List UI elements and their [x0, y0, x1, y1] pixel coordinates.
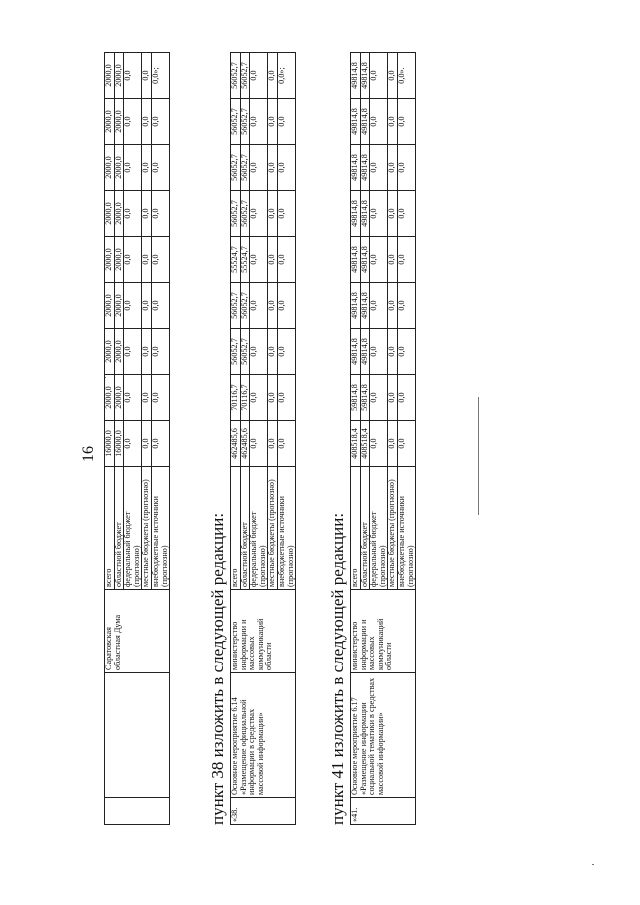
amount-cell: 0,0 — [124, 237, 142, 283]
amount-cell: 0,0 — [398, 283, 416, 329]
budget-table-point-41 — [350, 52, 416, 825]
amount-cell: 0,0 — [370, 191, 388, 237]
amount-cell: 56052,7 — [240, 283, 250, 329]
amount-cell: 0,0 — [268, 145, 278, 191]
amount-cell: 16000,0 — [114, 421, 124, 467]
amount-cell: 49814,8 — [351, 99, 361, 145]
amount-cell: 0,0 — [142, 191, 152, 237]
amount-cell: 0,0 — [388, 283, 398, 329]
table-row — [351, 53, 361, 825]
amount-cell: 49814,8 — [360, 99, 370, 145]
item-number-cell — [105, 798, 170, 825]
amount-cell: 0,0 — [370, 329, 388, 375]
amount-cell: 49814,8 — [360, 329, 370, 375]
funding-source-cell: всего — [105, 467, 115, 590]
amount-cell: 0,0 — [124, 375, 142, 421]
amount-cell: 56052,7 — [231, 191, 241, 237]
amount-cell: 49814,8 — [360, 53, 370, 99]
amount-cell: 0,0 — [250, 53, 268, 99]
funding-source-cell: местные бюджеты (прогнозно) — [268, 467, 278, 590]
funding-source-cell: внебюджетные источники (прогнозно) — [152, 467, 170, 590]
amount-cell: 2000,0 — [105, 329, 115, 375]
amount-cell: 462485,6 — [231, 421, 241, 467]
amount-cell: 0,0 — [278, 237, 296, 283]
amount-cell: 0,0 — [124, 145, 142, 191]
funding-source-cell: местные бюджеты (прогнозно) — [388, 467, 398, 590]
amount-cell: 0,0»; — [278, 53, 296, 99]
amount-cell: 56052,7 — [231, 145, 241, 191]
amount-cell: 0,0 — [142, 375, 152, 421]
amount-cell: 2000,0 — [105, 237, 115, 283]
event-name-cell: Основное мероприятие 6.14 «Размещение официальной информации в средствах массовой информации» — [231, 673, 296, 798]
budget-table-point-38 — [230, 52, 296, 825]
underline-mark — [478, 397, 479, 515]
amount-cell: 56052,7 — [240, 191, 250, 237]
amount-cell: 0,0 — [124, 53, 142, 99]
amount-cell: 0,0 — [388, 237, 398, 283]
amount-cell: 0,0 — [142, 329, 152, 375]
amount-cell: 0,0 — [142, 145, 152, 191]
amount-cell: 70116,7 — [240, 375, 250, 421]
funding-source-cell: внебюджетные источники (прогнозно) — [278, 467, 296, 590]
amount-cell: 2000,0 — [105, 191, 115, 237]
funding-source-cell: всего — [351, 467, 361, 590]
amount-cell: 49814,8 — [351, 283, 361, 329]
amount-cell: 49814,8 — [351, 145, 361, 191]
amount-cell: 0,0 — [398, 421, 416, 467]
amount-cell: 0,0 — [370, 99, 388, 145]
amount-cell: 0,0 — [124, 191, 142, 237]
amount-cell: 0,0 — [278, 283, 296, 329]
amount-cell: 0,0 — [370, 421, 388, 467]
amount-cell: 0,0 — [398, 191, 416, 237]
amount-cell: 0,0 — [142, 53, 152, 99]
amount-cell: 2000,0 — [105, 53, 115, 99]
amount-cell: 0,0 — [278, 145, 296, 191]
amount-cell: 0,0 — [370, 283, 388, 329]
amount-cell: 0,0 — [250, 421, 268, 467]
funding-source-cell: областной бюджет — [240, 467, 250, 590]
amount-cell: 0,0 — [152, 375, 170, 421]
amount-cell: 56052,7 — [240, 53, 250, 99]
amount-cell: 0,0 — [388, 375, 398, 421]
amount-cell: 0,0 — [370, 53, 388, 99]
amount-cell: 0,0 — [268, 375, 278, 421]
executor-cell: министерство информации и массовых коммуникаций области — [351, 590, 416, 673]
funding-source-cell: федеральный бюджет (прогнозно) — [370, 467, 388, 590]
amount-cell: 0,0 — [152, 145, 170, 191]
amount-cell: 0,0 — [388, 53, 398, 99]
amount-cell: 2000,0 — [105, 99, 115, 145]
amount-cell: 2000,0 — [105, 145, 115, 191]
amount-cell: 2000,0 — [114, 237, 124, 283]
table-row — [231, 53, 241, 825]
amount-cell: 2000,0 — [114, 375, 124, 421]
funding-source-cell: местные бюджеты (прогнозно) — [142, 467, 152, 590]
event-name-cell: Основное мероприятие 6.17 «Размещение информации социальной тематики в средствах массовой информации» — [351, 673, 416, 798]
amount-cell: 55524,7 — [240, 237, 250, 283]
funding-source-cell: федеральный бюджет (прогнозно) — [124, 467, 142, 590]
amount-cell: 0,0 — [152, 191, 170, 237]
amount-cell: 56052,7 — [231, 53, 241, 99]
amount-cell: 0,0 — [124, 99, 142, 145]
amount-cell: 462485,6 — [240, 421, 250, 467]
amount-cell: 0,0 — [124, 421, 142, 467]
funding-source-cell: областной бюджет — [114, 467, 124, 590]
amount-cell: 0,0 — [398, 237, 416, 283]
table-body — [105, 53, 170, 825]
amount-cell: 2000,0 — [114, 329, 124, 375]
amount-cell: 0,0 — [278, 329, 296, 375]
amount-cell: 0,0 — [398, 145, 416, 191]
scan-speck — [592, 864, 594, 865]
amount-cell: 56052,7 — [231, 99, 241, 145]
amount-cell: 2000,0 — [114, 283, 124, 329]
scan-speck — [105, 377, 106, 378]
amount-cell: 0,0 — [152, 329, 170, 375]
amount-cell: 49814,8 — [360, 191, 370, 237]
amount-cell: 0,0 — [370, 145, 388, 191]
amount-cell: 49814,8 — [351, 329, 361, 375]
table-row — [105, 53, 115, 825]
page-number: 16 — [80, 446, 97, 462]
amount-cell: 2000,0 — [105, 283, 115, 329]
item-number-cell: «38. — [231, 798, 296, 825]
heading-point-38: пункт 38 изложить в следующей редакции: — [208, 512, 227, 825]
amount-cell: 0,0 — [268, 99, 278, 145]
amount-cell: 0,0». — [398, 53, 416, 99]
amount-cell: 0,0 — [278, 375, 296, 421]
amount-cell: 0,0 — [398, 375, 416, 421]
amount-cell: 56052,7 — [240, 329, 250, 375]
amount-cell: 0,0»; — [152, 53, 170, 99]
amount-cell: 0,0 — [388, 99, 398, 145]
amount-cell: 0,0 — [250, 283, 268, 329]
amount-cell: 0,0 — [398, 99, 416, 145]
amount-cell: 0,0 — [250, 145, 268, 191]
amount-cell: 56052,7 — [240, 145, 250, 191]
amount-cell: 0,0 — [142, 99, 152, 145]
amount-cell: 70116,7 — [231, 375, 241, 421]
amount-cell: 0,0 — [388, 421, 398, 467]
table-body — [231, 53, 296, 825]
amount-cell: 0,0 — [152, 99, 170, 145]
funding-source-cell: федеральный бюджет (прогнозно) — [250, 467, 268, 590]
amount-cell: 0,0 — [278, 99, 296, 145]
amount-cell: 0,0 — [268, 237, 278, 283]
amount-cell: 0,0 — [152, 421, 170, 467]
amount-cell: 0,0 — [278, 421, 296, 467]
amount-cell: 0,0 — [142, 283, 152, 329]
amount-cell: 49814,8 — [360, 237, 370, 283]
amount-cell: 49814,8 — [351, 237, 361, 283]
amount-cell: 49814,8 — [351, 191, 361, 237]
amount-cell: 0,0 — [250, 237, 268, 283]
amount-cell: 2000,0 — [114, 99, 124, 145]
amount-cell: 0,0 — [398, 329, 416, 375]
amount-cell: 0,0 — [370, 237, 388, 283]
amount-cell: 0,0 — [142, 237, 152, 283]
funding-source-cell: областной бюджет — [360, 467, 370, 590]
amount-cell: 0,0 — [268, 283, 278, 329]
amount-cell: 0,0 — [250, 191, 268, 237]
amount-cell: 0,0 — [388, 191, 398, 237]
amount-cell: 49814,8 — [360, 283, 370, 329]
amount-cell: 56052,7 — [240, 99, 250, 145]
amount-cell: 49814,8 — [360, 145, 370, 191]
amount-cell: 408518,4 — [360, 421, 370, 467]
amount-cell: 55524,7 — [231, 237, 241, 283]
funding-source-cell: внебюджетные источники (прогнозно) — [398, 467, 416, 590]
amount-cell: 0,0 — [152, 237, 170, 283]
amount-cell: 56052,7 — [231, 283, 241, 329]
amount-cell: 59814,8 — [351, 375, 361, 421]
executor-cell: Саратовская областная Дума — [105, 590, 170, 673]
amount-cell: 0,0 — [152, 283, 170, 329]
amount-cell: 49814,8 — [351, 53, 361, 99]
item-number-cell: «41. — [351, 798, 416, 825]
amount-cell: 0,0 — [370, 375, 388, 421]
amount-cell: 0,0 — [268, 329, 278, 375]
amount-cell: 0,0 — [250, 329, 268, 375]
amount-cell: 0,0 — [268, 191, 278, 237]
table-body — [351, 53, 416, 825]
amount-cell: 0,0 — [124, 283, 142, 329]
amount-cell: 0,0 — [250, 99, 268, 145]
amount-cell: 2000,0 — [105, 375, 115, 421]
amount-cell: 2000,0 — [114, 53, 124, 99]
budget-table-top — [104, 52, 170, 825]
amount-cell: 2000,0 — [114, 145, 124, 191]
amount-cell: 16000,0 — [105, 421, 115, 467]
executor-cell: министерство информации и массовых коммуникаций области — [231, 590, 296, 673]
amount-cell: 0,0 — [388, 145, 398, 191]
funding-source-cell: всего — [231, 467, 241, 590]
amount-cell: 0,0 — [142, 421, 152, 467]
amount-cell: 0,0 — [268, 53, 278, 99]
amount-cell: 0,0 — [268, 421, 278, 467]
amount-cell: 56052,7 — [231, 329, 241, 375]
amount-cell: 59814,8 — [360, 375, 370, 421]
event-name-cell — [105, 673, 170, 798]
amount-cell: 408518,4 — [351, 421, 361, 467]
amount-cell: 2000,0 — [114, 191, 124, 237]
amount-cell: 0,0 — [250, 375, 268, 421]
amount-cell: 0,0 — [278, 191, 296, 237]
heading-point-41: пункт 41 изложить в следующей редакции: — [328, 512, 347, 825]
amount-cell: 0,0 — [388, 329, 398, 375]
amount-cell: 0,0 — [124, 329, 142, 375]
